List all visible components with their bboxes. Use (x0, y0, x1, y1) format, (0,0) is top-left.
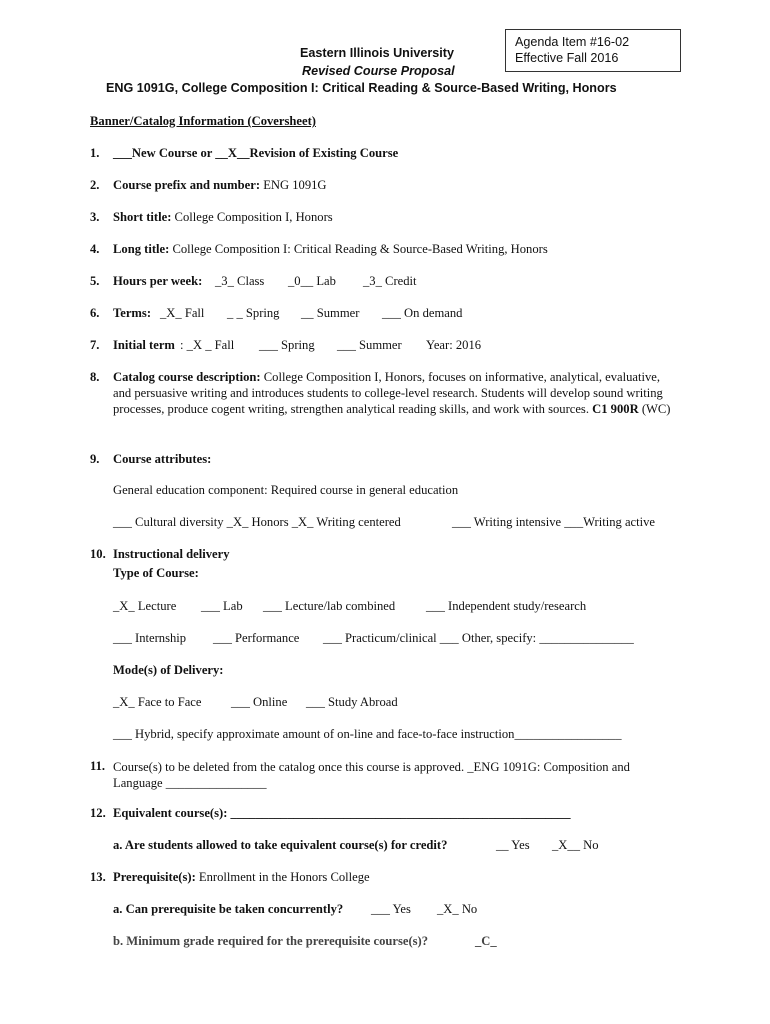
item-number: 2. (90, 178, 100, 192)
prereq-min-grade-question: b. Minimum grade required for the prerequisite course(s)? (113, 934, 429, 948)
mode-face-to-face: _X_ Face to Face (113, 695, 202, 709)
hours-class: _3_ Class (215, 274, 265, 288)
prerequisites (113, 870, 370, 885)
delivery-modes-label: Mode(s) of Delivery: (113, 663, 224, 677)
effective-term: Effective Fall 2016 (515, 51, 619, 65)
item-number: 11. (90, 759, 106, 773)
type-lecture-lab: ___ Lecture/lab combined (263, 599, 396, 613)
attributes-diversity-honors: ___ Cultural diversity _X_ Honors _X_ Writing centered (113, 515, 401, 529)
attributes-writing: ___ Writing intensive ___Writing active (452, 515, 656, 529)
type-lab: ___ Lab (201, 599, 243, 613)
short-title (113, 210, 333, 225)
prereq-concurrent-yes: ___ Yes (371, 902, 411, 916)
section-title: Banner/Catalog Information (Coversheet) (90, 114, 316, 128)
gen-ed-component: General education component: Required course in general education (113, 483, 459, 497)
initial-term-spring: ___ Spring (259, 338, 315, 352)
short-title-label: Short title: (113, 210, 172, 224)
terms-label: Terms: (113, 306, 152, 320)
catalog-description-text: College Composition I, Honors, focuses on informative, analytical, evaluative, and persuasive writing and introduces students to college-level research. Students will develop sound writing processes, produce cogent writing, strengthen analytical reading skills, and work with sources. (113, 370, 663, 417)
terms-fall: _X_ Fall (160, 306, 205, 320)
type-lecture: _X_ Lecture (113, 599, 177, 613)
short-title-value: College Composition I, Honors (171, 210, 333, 224)
prerequisites-label: Prerequisite(s): (113, 870, 196, 884)
long-title-label: Long title: (113, 242, 170, 256)
deleted-courses: Course(s) to be deleted from the catalog once this course is approved. _ENG 1091G: Composition and Language ________________ (113, 760, 630, 791)
initial-term-year: Year: 2016 (426, 338, 482, 352)
item-number: 12. (90, 806, 106, 820)
item-number: 4. (90, 242, 100, 256)
item-number: 9. (90, 452, 100, 466)
terms-on-demand: ___ On demand (382, 306, 463, 320)
university-name: Eastern Illinois University (300, 46, 454, 60)
course-type: ___New Course or __X__Revision of Existing Course (113, 146, 399, 160)
catalog-description-label: Catalog course description: (113, 370, 261, 384)
prereq-min-grade-value: _C_ (475, 934, 497, 948)
item-number: 7. (90, 338, 100, 352)
instructional-delivery-label: Instructional delivery (113, 547, 230, 561)
course-prefix (113, 178, 327, 193)
initial-term-summer: ___ Summer (337, 338, 402, 352)
type-internship: ___ Internship (113, 631, 187, 645)
proposal-title: Revised Course Proposal (302, 64, 455, 78)
equivalent-courses-label: Equivalent course(s): ______________________________________________________ (113, 806, 571, 820)
initial-term-fall: : _X _ Fall (180, 338, 235, 352)
mode-hybrid: ___ Hybrid, specify approximate amount of on-line and face-to-face instruction_________________ (113, 727, 622, 741)
terms-spring: _ _ Spring (227, 306, 280, 320)
equivalent-credit-yes: __ Yes (496, 838, 530, 852)
initial-term-label: Initial term (113, 338, 175, 352)
hours-label: Hours per week: (113, 274, 203, 288)
item-number: 8. (90, 370, 100, 384)
prerequisites-value: Enrollment in the Honors College (195, 870, 370, 884)
item-number: 1. (90, 146, 100, 160)
hours-lab: _0__ Lab (288, 274, 336, 288)
item-number: 5. (90, 274, 100, 288)
long-title-value: College Composition I: Critical Reading & Source-Based Writing, Honors (169, 242, 548, 256)
catalog-tail: (WC) (638, 402, 671, 417)
course-title: ENG 1091G, College Composition I: Critical Reading & Source-Based Writing, Honors (106, 81, 617, 95)
course-attributes-label: Course attributes: (113, 452, 212, 466)
terms-summer: __ Summer (301, 306, 360, 320)
type-of-course-label: Type of Course: (113, 566, 199, 580)
course-prefix-value: ENG 1091G (260, 178, 327, 192)
catalog-code: C1 900R (592, 402, 639, 417)
agenda-box (505, 29, 681, 72)
hours-credit: _3_ Credit (363, 274, 417, 288)
type-performance: ___ Performance (213, 631, 300, 645)
prereq-concurrent-no: _X_ No (437, 902, 478, 916)
prereq-concurrent-question: a. Can prerequisite be taken concurrently? (113, 902, 344, 916)
equivalent-credit-question: a. Are students allowed to take equivalent course(s) for credit? (113, 838, 448, 852)
item-number: 10. (90, 547, 106, 561)
mode-study-abroad: ___ Study Abroad (306, 695, 398, 709)
mode-online: ___ Online (231, 695, 288, 709)
course-prefix-label: Course prefix and number: (113, 178, 261, 192)
catalog-description (113, 369, 673, 418)
agenda-item: Agenda Item #16-02 (515, 35, 630, 49)
long-title (113, 242, 548, 257)
item-number: 3. (90, 210, 100, 224)
item-number: 13. (90, 870, 106, 884)
item-number: 6. (90, 306, 100, 320)
type-practicum-other: ___ Practicum/clinical ___ Other, specify: _______________ (323, 631, 634, 645)
equivalent-credit-no: _X__ No (552, 838, 599, 852)
type-independent: ___ Independent study/research (426, 599, 587, 613)
